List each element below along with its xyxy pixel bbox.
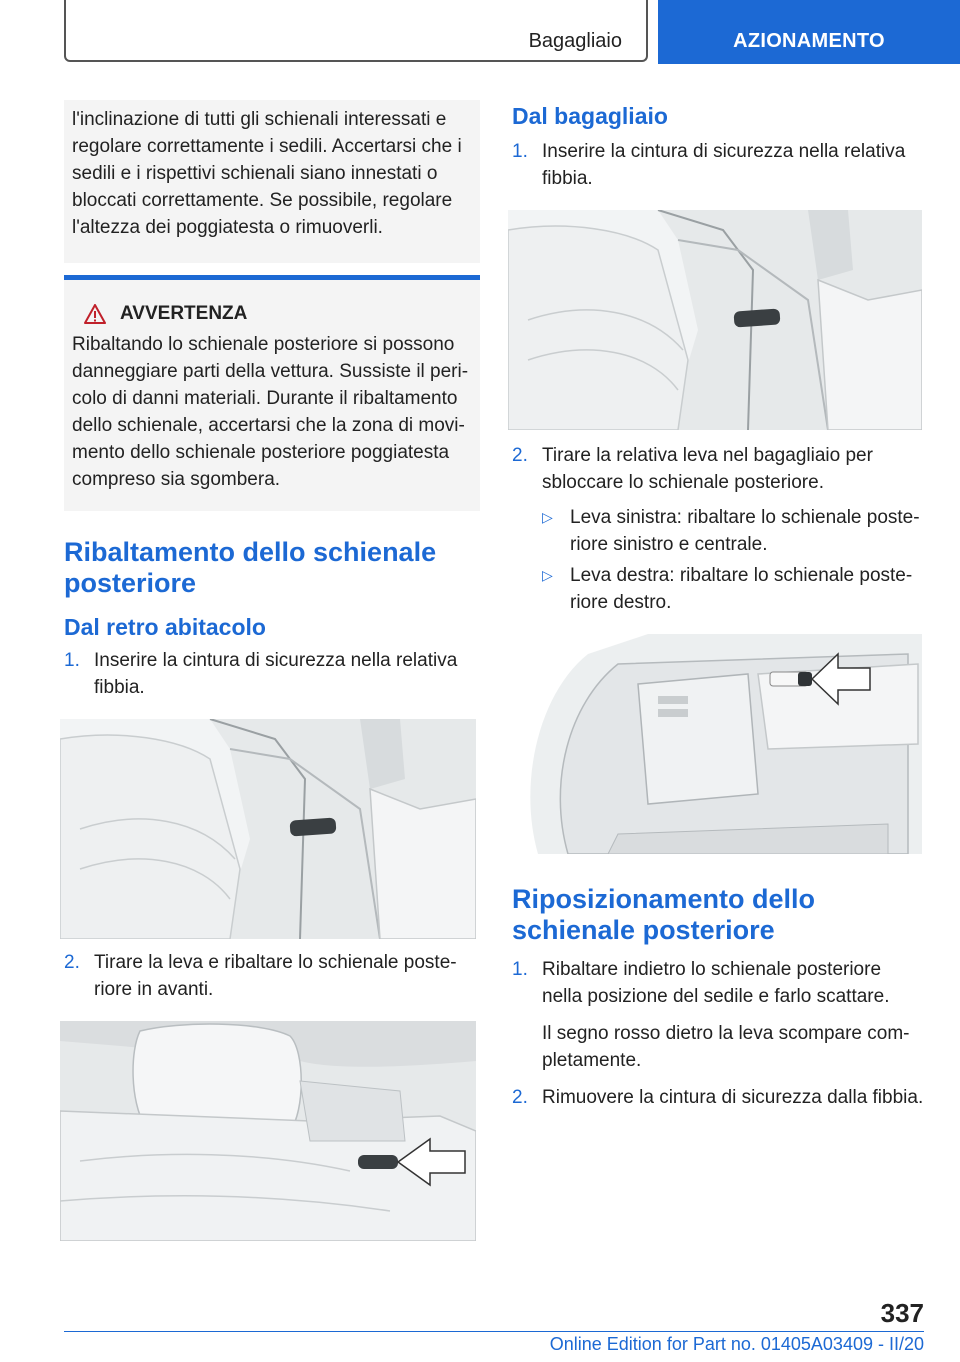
step-text: Tirare la relativa leva nel bagagliaio per sbloccare lo schienale posteriore. [542, 445, 873, 493]
bullet-text: Leva destra: ribaltare lo schienale posteriore destro. [570, 565, 913, 613]
step-item [512, 1084, 924, 1111]
step-item [512, 442, 924, 496]
step-number: 1. [512, 141, 528, 162]
warning-title [72, 300, 472, 327]
page-number: 337 [880, 1298, 924, 1328]
step-text: Ribaltare indietro lo schienale posteriore nella posizione del sedile e farlo scattare. [542, 959, 890, 1007]
sub1-steps-a [64, 647, 480, 701]
step-item [512, 138, 924, 192]
illustration-seat-backrest-arrow [60, 1021, 476, 1241]
sub2-steps-a [512, 138, 924, 192]
step-item [512, 956, 924, 1074]
edition-text: Online Edition for Part no. 01405A03409 - II/20 [549, 1334, 924, 1354]
step-number: 2. [64, 952, 80, 973]
bullet-item [512, 504, 924, 558]
sub1-steps-b [64, 949, 480, 1003]
warning-text: Ribaltando lo schienale posteriore si possono danneggiare parti della vettura. Sussiste il pericolo di danni materiali. Durante il ribaltamento dello schienale, accertarsi che la zona di movimento dello schienale posteriore poggiatesta compreso sia sgombera. [72, 334, 469, 490]
step-extra-text: Il segno rosso dietro la leva scompare completamente. [542, 1023, 910, 1071]
triangle-bullet-icon: ▷ [542, 567, 553, 583]
step-item [64, 949, 480, 1003]
section-title: Bagagliaio [528, 30, 622, 52]
step-item [64, 647, 480, 701]
sub2-title: Dal bagagliaio [512, 103, 668, 129]
warning-triangle-icon [84, 304, 106, 324]
bullet-text: Leva sinistra: ribaltare lo schienale posteriore sinistro e centrale. [570, 507, 920, 555]
section2-steps [512, 956, 924, 1111]
section1-title: Ribaltamento dello schienale posteriore [64, 537, 437, 598]
step-number: 2. [512, 445, 528, 466]
illustration-rear-seat-lever [60, 719, 476, 939]
bullet-item [512, 562, 924, 616]
illustration-trunk-lever-closeup [508, 210, 922, 430]
sub1-title: Dal retro abitacolo [64, 614, 266, 640]
step-text: Tirare la leva e ribaltare lo schienale posteriore in avanti. [94, 952, 457, 1000]
section2-title: Riposizionamento dello schienale posteriore [512, 884, 816, 945]
right-column [512, 100, 924, 1111]
note-text: l'inclinazione di tutti gli schienali interessati e regolare correttamente i sedili. Accertarsi che i sedili e i rispettivi schienali siano innestati o bloccati correttamente. Se possibile, regolare l'altezza dei poggiatesta o rimuoverli. [72, 109, 462, 238]
sub2-steps-b [512, 442, 924, 496]
footer-divider [64, 1331, 924, 1332]
step-number: 1. [64, 650, 80, 671]
warning-label: AVVERTENZA [120, 303, 248, 324]
note-box [64, 100, 480, 263]
step-text: Rimuovere la cintura di sicurezza dalla fibbia. [542, 1087, 924, 1108]
warning-box [64, 275, 480, 511]
left-column [64, 100, 480, 1241]
step-number: 2. [512, 1087, 528, 1108]
step-number: 1. [512, 959, 528, 980]
illustration-trunk-arrow [508, 634, 922, 854]
chapter-tab: AZIONAMENTO [658, 0, 960, 64]
step-text: Inserire la cintura di sicurezza nella relativa fibbia. [542, 141, 906, 189]
triangle-bullet-icon: ▷ [542, 509, 553, 525]
step-text: Inserire la cintura di sicurezza nella relativa fibbia. [94, 650, 458, 698]
